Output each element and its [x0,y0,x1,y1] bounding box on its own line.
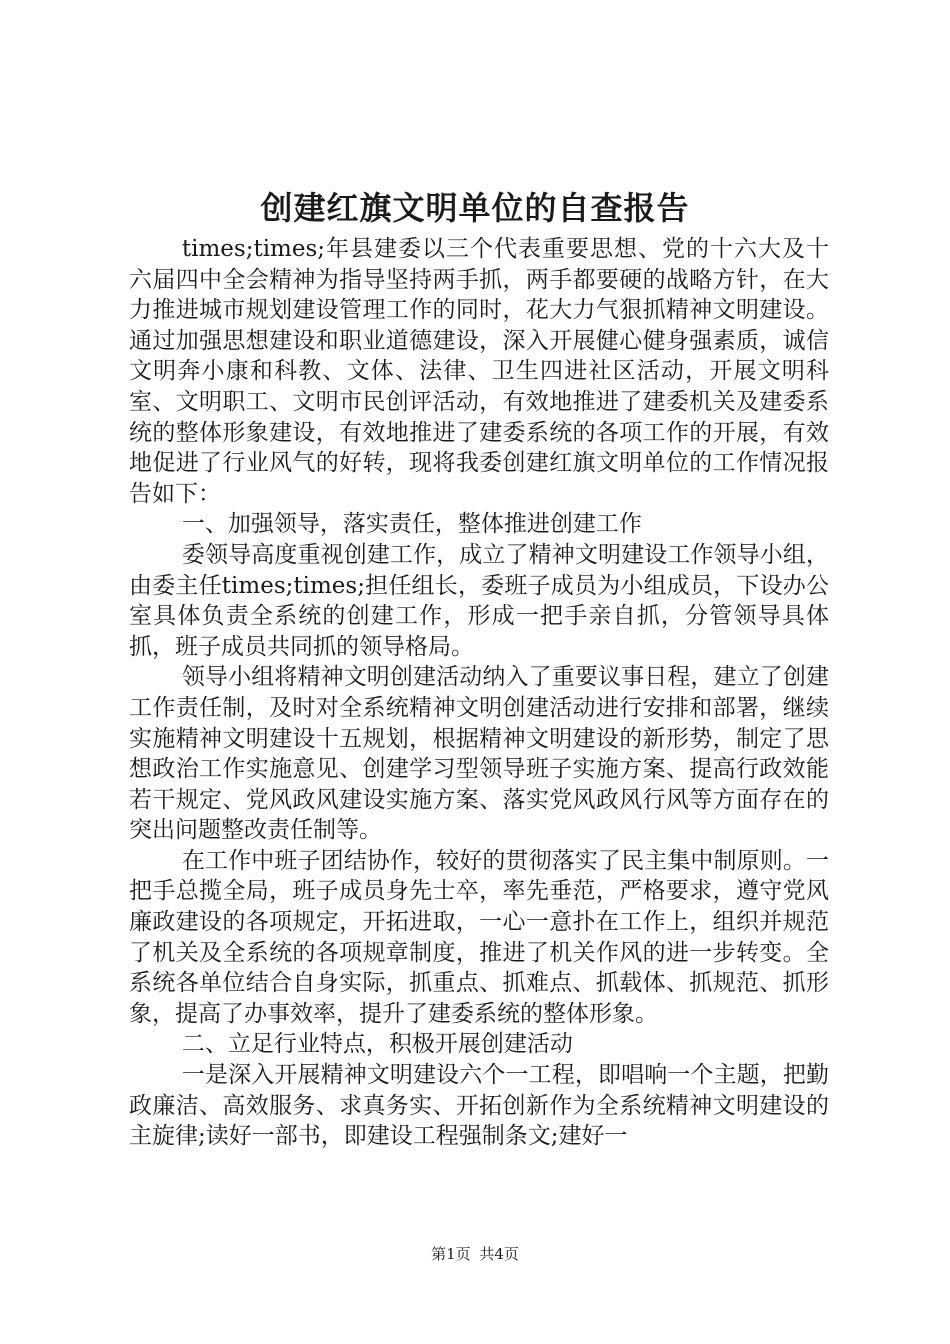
paragraph-teamwork: 在工作中班子团结协作，较好的贯彻落实了民主集中制原则。一把手总揽全局，班子成员身先士卒，率先垂范，严格要求，遵守党风廉政建设的各项规定，开拓进取，一心一意扑在工作上，组织并规范了机关及全系统的各项规章制度，推进了机关作风的进一步转变。全系统各单位结合自身实际，抓重点、抓难点、抓载体、抓规范、抓形象，提高了办事效率，提升了建委系统的整体形象。 [129,847,829,1027]
paragraph-intro: times;times;年县建委以三个代表重要思想、党的十六大及十六届四中全会精神为指导坚持两手抓，两手都要硬的战略方针，在大力推进城市规划建设管理工作的同时，花大力气狠抓精神文明建设。通过加强思想建设和职业道德建设，深入开展健心健身强素质，诚信文明奔小康和科教、文体、法律、卫生四进社区活动，开展文明科室、文明职工、文明市民创评活动，有效地推进了建委机关及建委系统的整体形象建设，有效地推进了建委系统的各项工作的开展，有效地促进了行业风气的好转，现将我委创建红旗文明单位的工作情况报告如下： [129,236,829,507]
page-footer [0,1244,950,1264]
paragraph-leadership: 委领导高度重视创建工作，成立了精神文明建设工作领导小组，由委主任times;times;担任组长，委班子成员为小组成员，下设办公室具体负责全系统的创建工作，形成一把手亲自抓，分管领导具体抓，班子成员共同抓的领导格局。 [129,541,829,660]
paragraph-six-projects: 一是深入开展精神文明建设六个一工程，即唱响一个主题，把勤政廉洁、高效服务、求真务实、开拓创新作为全系统精神文明建设的主旋律;读好一部书，即建设工程强制条文;建好一 [129,1062,829,1150]
paragraph-responsibility: 领导小组将精神文明创建活动纳入了重要议事日程，建立了创建工作责任制，及时对全系统精神文明创建活动进行安排和部署，继续实施精神文明建设十五规划，根据精神文明建设的新形势，制定了思想政治工作实施意见、创建学习型领导班子实施方案、提高行政效能若干规定、党风政风建设实施方案、落实党风政风行风等方面存在的突出问题整改责任制等。 [129,664,829,844]
page-total: 共4页 [479,1245,519,1263]
document-body [129,234,829,1152]
page-number: 第1页 [431,1245,471,1263]
section-heading-2: 二、立足行业特点，积极开展创建活动 [181,1031,573,1058]
document-title: 创建红旗文明单位的自查报告 [260,189,690,227]
section-heading-1: 一、加强领导，落实责任，整体推进创建工作 [181,511,642,538]
